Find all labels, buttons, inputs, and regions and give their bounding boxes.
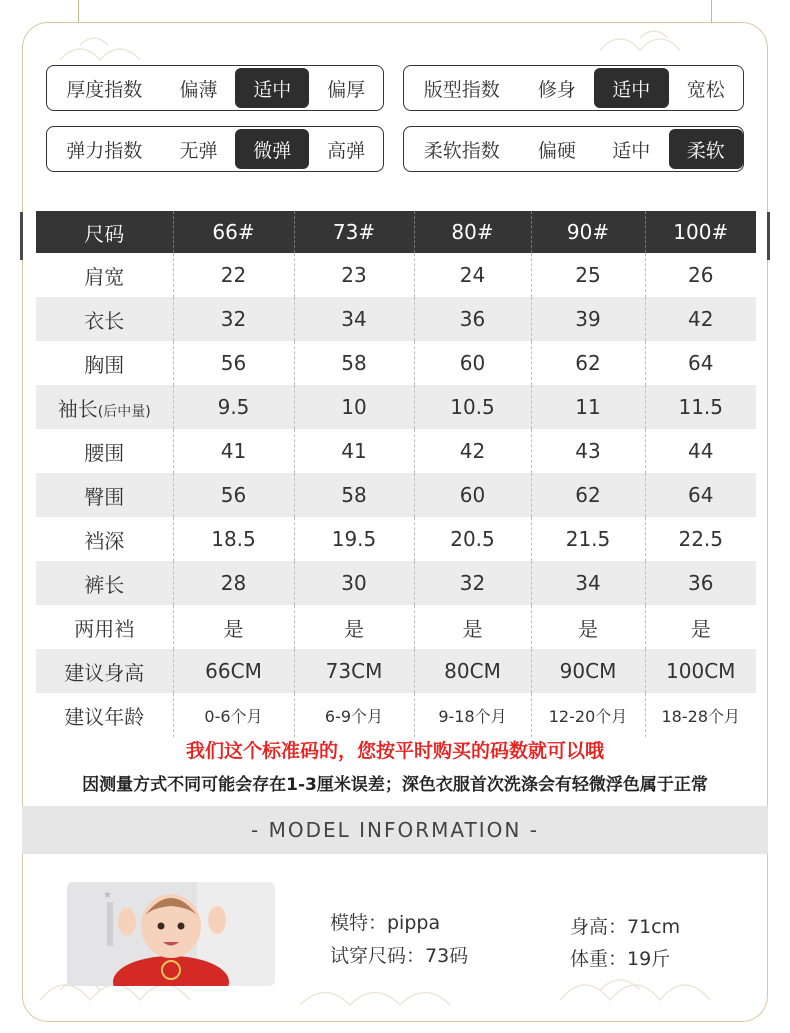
table-cell: 66CM bbox=[173, 649, 294, 693]
index-option: 适中 bbox=[612, 139, 651, 162]
table-cell: 58 bbox=[294, 341, 414, 385]
table-cell: 64 bbox=[645, 341, 756, 385]
svg-text:★: ★ bbox=[103, 890, 112, 901]
table-row bbox=[36, 605, 756, 649]
index-name: 弹力指数 bbox=[66, 139, 143, 162]
index-option: 偏薄 bbox=[179, 78, 218, 101]
index-option: 修身 bbox=[537, 78, 576, 101]
table-header-row bbox=[36, 211, 756, 253]
index-name: 柔软指数 bbox=[423, 139, 500, 162]
thickness-index bbox=[46, 65, 384, 111]
table-cell: 10 bbox=[294, 385, 414, 429]
table-row bbox=[36, 517, 756, 561]
table-cell: 44 bbox=[645, 429, 756, 473]
row-label: 建议身高 bbox=[36, 649, 173, 693]
table-cell: 23 bbox=[294, 253, 414, 297]
model-weight: 体重：19斤 bbox=[570, 948, 671, 970]
table-cell: 21.5 bbox=[531, 517, 645, 561]
table-row bbox=[36, 473, 756, 517]
table-cell: 12-20个月 bbox=[531, 693, 645, 737]
table-cell: 100CM bbox=[645, 649, 756, 693]
table-cell: 10.5 bbox=[414, 385, 531, 429]
table-bracket-left bbox=[20, 212, 23, 260]
index-option: 高弹 bbox=[327, 139, 366, 162]
header-cell: 90# bbox=[531, 211, 645, 253]
table-cell: 73CM bbox=[294, 649, 414, 693]
table-cell: 18.5 bbox=[173, 517, 294, 561]
table-cell: 56 bbox=[173, 341, 294, 385]
table-cell: 24 bbox=[414, 253, 531, 297]
table-cell: 34 bbox=[531, 561, 645, 605]
table-cell: 58 bbox=[294, 473, 414, 517]
table-row bbox=[36, 253, 756, 297]
header-cell: 80# bbox=[414, 211, 531, 253]
row-label: 胸围 bbox=[84, 352, 125, 377]
size-advice-note: 我们这个标准码的，您按平时购买的码数就可以哦 bbox=[185, 740, 604, 762]
table-cell: 6-9个月 bbox=[294, 693, 414, 737]
table-cell: 9.5 bbox=[173, 385, 294, 429]
table-cell: 32 bbox=[414, 561, 531, 605]
table-cell: 34 bbox=[294, 297, 414, 341]
table-cell: 是 bbox=[414, 605, 531, 649]
model-info-heading: - MODEL INFORMATION - bbox=[22, 806, 768, 854]
row-label: 腰围 bbox=[84, 440, 125, 465]
row-label: 臀围 bbox=[36, 473, 173, 517]
table-cell: 是 bbox=[294, 605, 414, 649]
table-cell: 25 bbox=[531, 253, 645, 297]
index-option-selected: 微弹 bbox=[235, 129, 309, 169]
table-cell: 62 bbox=[531, 473, 645, 517]
table-cell: 22.5 bbox=[645, 517, 756, 561]
index-option-selected: 柔软 bbox=[669, 129, 743, 169]
table-cell: 42 bbox=[414, 429, 531, 473]
table-cell: 62 bbox=[531, 341, 645, 385]
table-cell: 是 bbox=[531, 605, 645, 649]
table-cell: 11 bbox=[531, 385, 645, 429]
model-height: 身高：71cm bbox=[570, 916, 681, 938]
table-cell: 20.5 bbox=[414, 517, 531, 561]
row-label-note: (后中量) bbox=[97, 403, 151, 420]
model-photo bbox=[67, 882, 275, 986]
index-option: 偏厚 bbox=[327, 78, 366, 101]
row-label: 肩宽 bbox=[84, 264, 125, 289]
table-cell: 39 bbox=[531, 297, 645, 341]
table-cell: 60 bbox=[414, 473, 531, 517]
row-label: 裤长 bbox=[36, 561, 173, 605]
row-label: 衣长 bbox=[36, 297, 173, 341]
measurement-disclaimer: 因测量方式不同可能会存在1-3厘米误差；深色衣服首次洗涤会有轻微浮色属于正常 bbox=[82, 775, 708, 795]
table-cell: 36 bbox=[414, 297, 531, 341]
header-cell: 尺码 bbox=[36, 211, 173, 253]
header-cell: 100# bbox=[645, 211, 756, 253]
hanging-line-right bbox=[711, 0, 712, 22]
table-bracket-right bbox=[767, 212, 770, 260]
table-cell: 43 bbox=[531, 429, 645, 473]
index-option-selected: 适中 bbox=[235, 68, 309, 108]
fit-index bbox=[403, 65, 744, 111]
table-cell: 30 bbox=[294, 561, 414, 605]
table-row bbox=[36, 385, 756, 429]
table-cell: 9-18个月 bbox=[414, 693, 531, 737]
table-cell: 是 bbox=[645, 605, 756, 649]
index-name: 厚度指数 bbox=[66, 78, 143, 101]
header-cell: 73# bbox=[294, 211, 414, 253]
table-cell: 32 bbox=[173, 297, 294, 341]
table-row bbox=[36, 341, 756, 385]
row-label: 裆深 bbox=[84, 528, 125, 553]
hanging-line-left bbox=[78, 0, 79, 22]
index-option: 宽松 bbox=[686, 78, 725, 101]
table-row bbox=[36, 297, 756, 341]
size-chart-table bbox=[36, 211, 756, 737]
table-cell: 28 bbox=[173, 561, 294, 605]
index-option: 无弹 bbox=[179, 139, 218, 162]
table-cell: 26 bbox=[645, 253, 756, 297]
elasticity-index bbox=[46, 126, 384, 172]
model-name: 模特：pippa bbox=[330, 912, 441, 934]
table-cell: 80CM bbox=[414, 649, 531, 693]
table-cell: 42 bbox=[645, 297, 756, 341]
table-row bbox=[36, 429, 756, 473]
table-cell: 56 bbox=[173, 473, 294, 517]
index-option-selected: 适中 bbox=[594, 68, 668, 108]
table-cell: 36 bbox=[645, 561, 756, 605]
table-cell: 64 bbox=[645, 473, 756, 517]
table-cell: 60 bbox=[414, 341, 531, 385]
table-cell: 41 bbox=[173, 429, 294, 473]
table-cell: 90CM bbox=[531, 649, 645, 693]
row-label: 两用裆 bbox=[74, 616, 135, 641]
row-label: 建议年龄 bbox=[64, 704, 145, 729]
header-cell: 66# bbox=[173, 211, 294, 253]
row-label bbox=[36, 385, 173, 429]
index-option: 偏硬 bbox=[537, 139, 576, 162]
table-cell: 19.5 bbox=[294, 517, 414, 561]
baby-model-image bbox=[67, 882, 275, 986]
model-trial-size: 试穿尺码：73码 bbox=[330, 945, 469, 967]
table-cell: 11.5 bbox=[645, 385, 756, 429]
table-cell: 22 bbox=[173, 253, 294, 297]
table-cell: 是 bbox=[173, 605, 294, 649]
table-row bbox=[36, 649, 756, 693]
index-name: 版型指数 bbox=[423, 78, 500, 101]
table-cell: 41 bbox=[294, 429, 414, 473]
table-cell: 18-28个月 bbox=[645, 693, 756, 737]
softness-index bbox=[403, 126, 744, 172]
table-row bbox=[36, 561, 756, 605]
table-row bbox=[36, 693, 756, 737]
table-cell: 0-6个月 bbox=[173, 693, 294, 737]
row-label-text: 袖长 bbox=[57, 396, 98, 421]
